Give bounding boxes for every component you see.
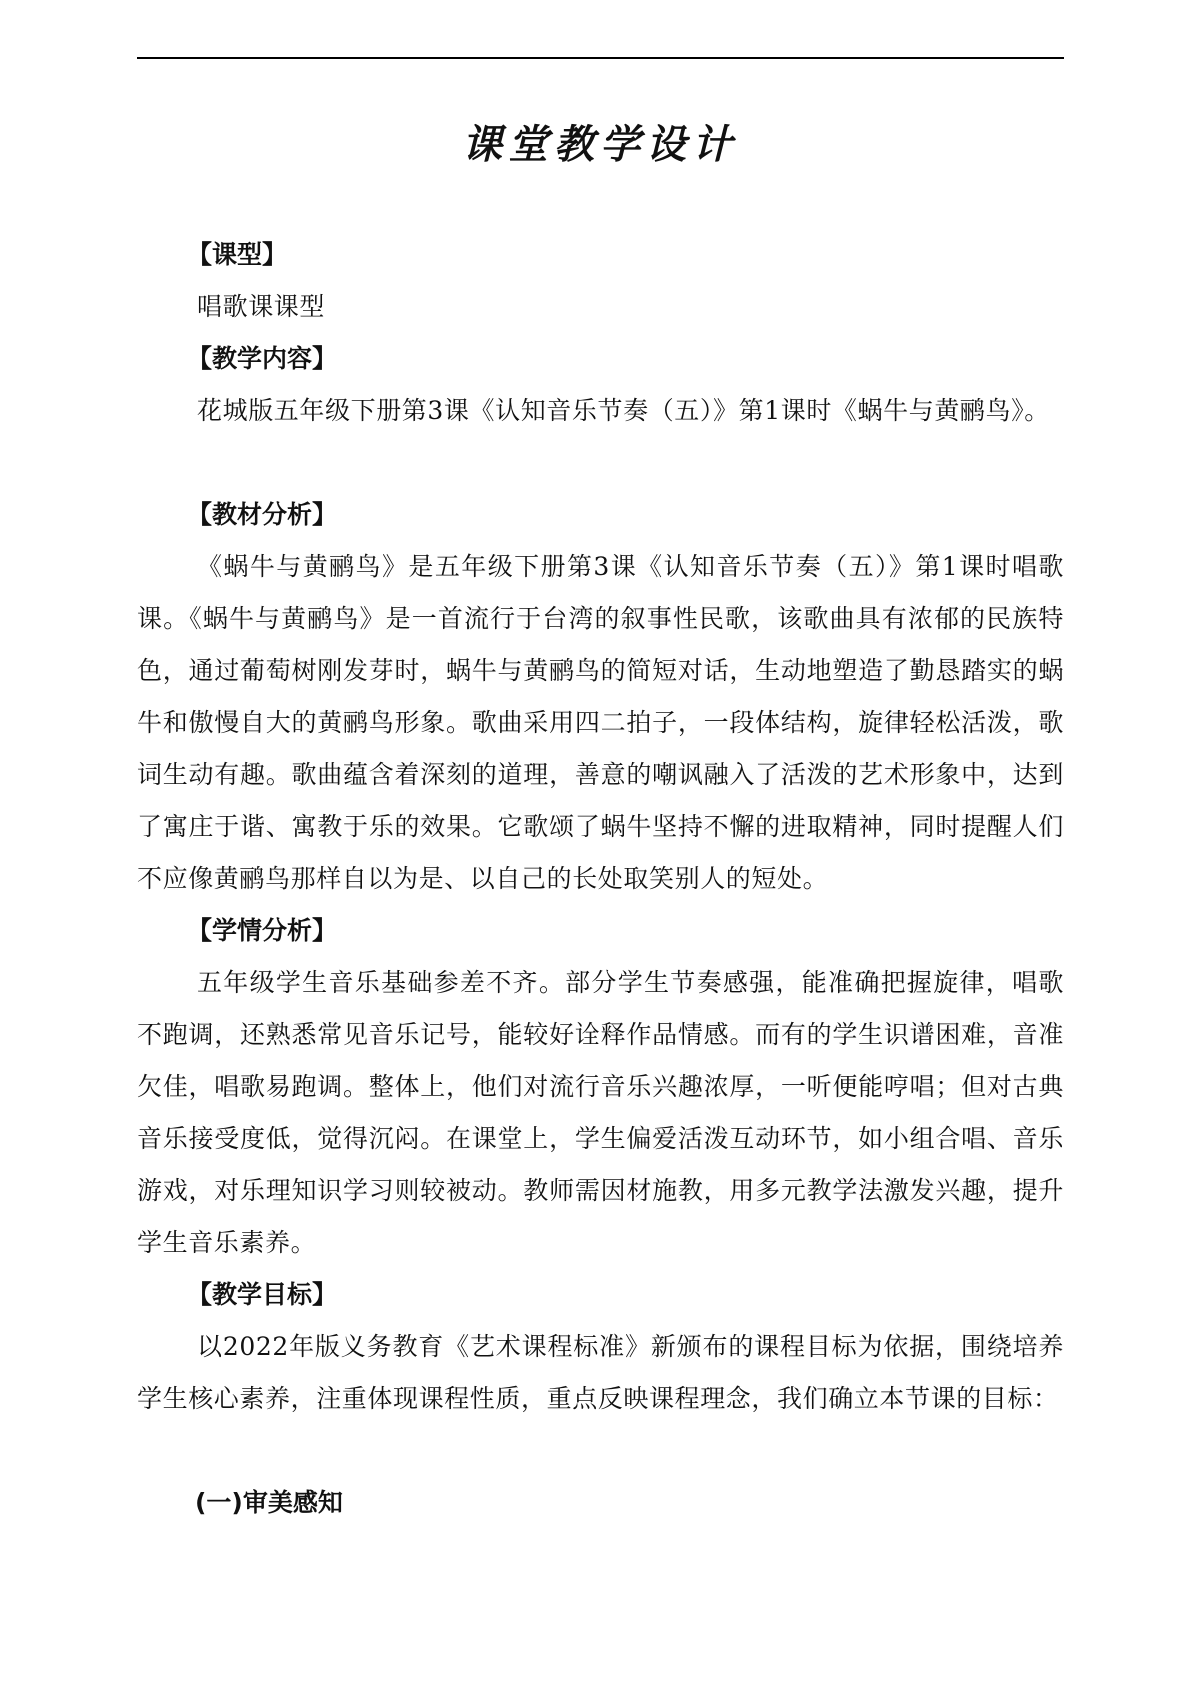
section-body-student-analysis: 五年级学生音乐基础参差不齐。部分学生节奏感强，能准确把握旋律，唱歌不跑调，还熟悉常见音乐记号，能较好诠释作品情感。而有的学生识谱困难，音准欠佳，唱歌易跑调。整体上，他们对流行音乐兴趣浓厚，一听便能哼唱；但对古典音乐接受度低，觉得沉闷。在课堂上，学生偏爱活泼互动环节，如小组合唱、音乐游戏，对乐理知识学习则较被动。教师需因材施教，用多元教学法激发兴趣，提升学生音乐素养。 — [137, 968, 1064, 1257]
section-heading-teaching-content: 【教学内容】 — [187, 344, 338, 373]
section-heading-material-analysis: 【教材分析】 — [187, 500, 338, 529]
section-heading-teaching-objectives: 【教学目标】 — [187, 1280, 338, 1309]
section-body-teaching-objectives: 以2022年版义务教育《艺术课程标准》新颁布的课程目标为依据，围绕培养学生核心素养，注重体现课程性质，重点反映课程理念，我们确立本节课的目标： — [137, 1332, 1064, 1413]
document-body — [137, 229, 1064, 1529]
section-body-teaching-content: 花城版五年级下册第3课《认知音乐节奏（五）》第1课时《蜗牛与黄鹂鸟》。 — [197, 396, 1050, 425]
section-body-material-analysis: 《蜗牛与黄鹂鸟》是五年级下册第3课《认知音乐节奏（五）》第1课时唱歌课。《蜗牛与黄鹂鸟》是一首流行于台湾的叙事性民歌，该歌曲具有浓郁的民族特色，通过葡萄树刚发芽时，蜗牛与黄鹂鸟的简短对话，生动地塑造了勤恳踏实的蜗牛和傲慢自大的黄鹂鸟形象。歌曲采用四二拍子，一段体结构，旋律轻松活泼，歌词生动有趣。歌曲蕴含着深刻的道理，善意的嘲讽融入了活泼的艺术形象中，达到了寓庄于谐、寓教于乐的效果。它歌颂了蜗牛坚持不懈的进取精神，同时提醒人们不应像黄鹂鸟那样自以为是、以自己的长处取笑别人的短处。 — [137, 552, 1064, 893]
section-body-lesson-type: 唱歌课课型 — [197, 292, 326, 321]
subheading-aesthetic-perception: (一)审美感知 — [195, 1488, 343, 1517]
section-heading-lesson-type: 【课型】 — [187, 240, 288, 269]
header-rule — [137, 57, 1064, 59]
document-title: 课堂教学设计 — [462, 121, 738, 168]
section-heading-student-analysis: 【学情分析】 — [187, 916, 338, 945]
